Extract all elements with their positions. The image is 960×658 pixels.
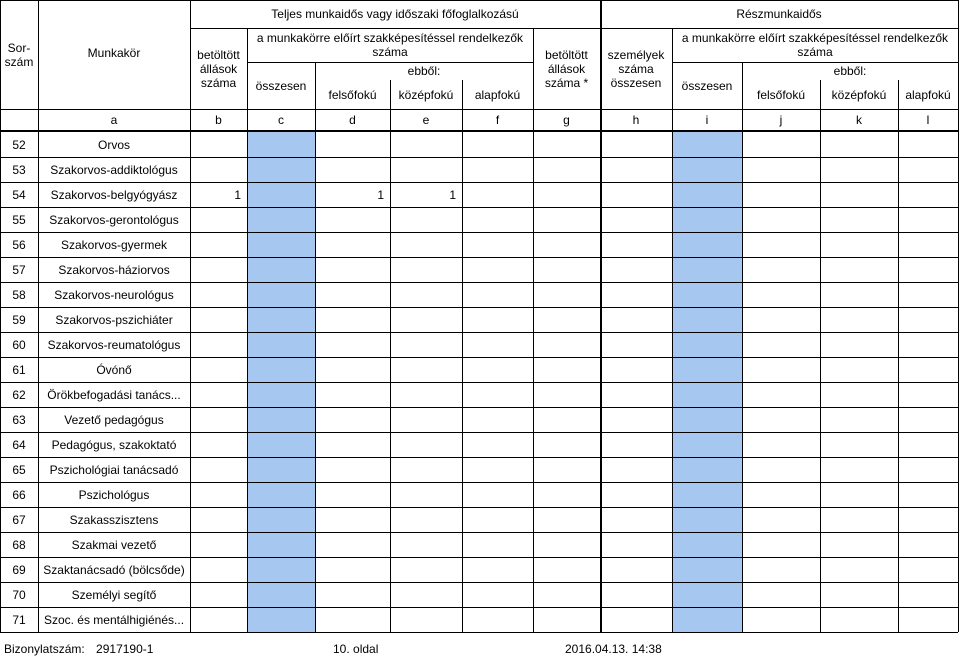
header-betoltott-star: betöltött állások száma *: [544, 47, 589, 90]
grid-v: [898, 80, 899, 632]
row-number: 66: [12, 487, 26, 502]
grid-v: [820, 80, 821, 632]
column-letter-j: j: [779, 112, 783, 127]
grid-row-line: [0, 382, 958, 383]
grid-row-line: [0, 232, 958, 233]
row-number: 65: [12, 462, 26, 477]
row-job-title: Pszichológiai tanácsadó: [49, 462, 179, 477]
grid-row-line: [0, 282, 958, 283]
row-number: 58: [12, 287, 26, 302]
grid-row-line: [0, 207, 958, 208]
grid-right: [958, 0, 959, 632]
row-number: 54: [12, 187, 26, 202]
header-osszesen: összesen: [255, 78, 307, 93]
row-job-title: Örökbefogadási tanács...: [47, 387, 181, 402]
header-ebbol-part: ebből:: [833, 64, 867, 78]
row-job-title: Szakorvos-neurológus: [54, 287, 174, 302]
header-szemelyek: személyek száma összesen: [607, 47, 665, 90]
row-job-title: Orvos: [97, 137, 130, 152]
row-job-title: Pszichológus: [78, 487, 150, 502]
grid-v: [742, 62, 743, 632]
document-id: [4, 642, 153, 656]
row-number: 59: [12, 312, 26, 327]
grid-group-bottom: [190, 28, 958, 29]
grid-v: [462, 80, 463, 632]
row-number: 68: [12, 537, 26, 552]
header-full-time: Teljes munkaidős vagy időszaki főfoglalkozású: [271, 7, 519, 21]
column-letter-k: k: [856, 112, 862, 127]
row-job-title: Szakorvos-háziorvos: [58, 262, 170, 277]
row-value-b: 1: [234, 187, 241, 202]
row-job-title: Szakorvos-addiktológus: [50, 162, 178, 177]
row-number: 60: [12, 337, 26, 352]
header-alapfoku: alapfokú: [474, 87, 521, 102]
grid-header-bottom: [0, 109, 958, 110]
grid-row-line: [0, 157, 958, 158]
grid-sub-1: [247, 62, 533, 63]
row-value-e: 1: [449, 187, 456, 202]
grid-v: [38, 0, 39, 632]
grid-row-line: [0, 457, 958, 458]
column-letter-l: l: [926, 112, 930, 127]
row-job-title: Szakasszisztens: [69, 512, 159, 527]
header-ebbol: ebből:: [407, 64, 441, 78]
row-job-title: Szaktanácsadó (bölcsőde): [43, 562, 185, 577]
grid-v-thick: [600, 0, 602, 632]
column-letter-g: g: [563, 112, 570, 127]
header-felsofoku-part: felsőfokú: [756, 87, 806, 102]
grid-v: [247, 28, 248, 632]
row-job-title: Személyi segítő: [71, 587, 157, 602]
row-number: 53: [12, 162, 26, 177]
grid-row-line: [0, 482, 958, 483]
grid-sub-2: [672, 62, 958, 63]
header-kozepfoku: középfokú: [398, 87, 454, 102]
grid-v: [672, 28, 673, 632]
header-osszesen-part: összesen: [681, 78, 733, 93]
row-number: 69: [12, 562, 26, 577]
row-number: 67: [12, 512, 26, 527]
grid-row-line: [0, 632, 958, 633]
row-number: 57: [12, 262, 26, 277]
row-job-title: Szakmai vezető: [71, 537, 157, 552]
grid-row-line: [0, 557, 958, 558]
grid-letter-bottom: [0, 130, 958, 132]
column-letter-c: c: [278, 112, 284, 127]
row-number: 63: [12, 412, 26, 427]
grid-row-line: [0, 257, 958, 258]
row-job-title: Szoc. és mentálhigiénés...: [43, 612, 185, 627]
page-number-value: 10: [333, 642, 347, 656]
column-letter-f: f: [495, 112, 500, 127]
header-felsofoku: felsőfokú: [328, 87, 377, 102]
grid-row-line: [0, 507, 958, 508]
grid-top: [0, 0, 958, 1]
grid-row-line: [0, 332, 958, 333]
timestamp: 2016.04.13. 14:38: [565, 642, 662, 656]
row-job-title: Óvónő: [96, 362, 132, 377]
grid-row-line: [0, 307, 958, 308]
grid-v: [390, 80, 391, 632]
column-letter-a: a: [110, 112, 118, 127]
grid-row-line: [0, 532, 958, 533]
column-letter-d: d: [349, 112, 356, 127]
page-number-suffix: . oldal: [346, 642, 379, 656]
header-sor-szam: Sor- szám: [4, 40, 34, 69]
header-kozepfoku-part: középfokú: [831, 87, 887, 102]
row-number: 64: [12, 437, 26, 452]
row-number: 55: [12, 212, 26, 227]
header-munkakor: Munkakör: [87, 46, 141, 60]
document-id-label: Bizonylatszám:: [4, 642, 85, 656]
grid-row-line: [0, 182, 958, 183]
grid-v: [315, 62, 316, 632]
grid-v: [190, 0, 191, 632]
header-alapfoku-part: alapfokú: [905, 87, 951, 102]
column-letter-e: e: [422, 112, 430, 127]
header-szakkepesites-part: a munkakörre előírt szakképesítéssel rendelkezők száma: [681, 31, 949, 59]
grid-v: [533, 28, 534, 632]
row-job-title: Pedagógus, szakoktató: [51, 437, 177, 452]
column-letter-h: h: [632, 112, 640, 127]
row-number: 71: [12, 612, 26, 627]
row-number: 52: [12, 137, 26, 152]
row-value-d: 1: [377, 187, 384, 202]
row-job-title: Szakorvos-gyermek: [60, 237, 168, 252]
row-number: 61: [12, 362, 26, 377]
grid-row-line: [0, 582, 958, 583]
header-szakkepesites: a munkakörre előírt szakképesítéssel rendelkezők száma: [256, 31, 524, 59]
header-betoltott: betöltött állások száma: [197, 47, 240, 90]
column-letter-b: b: [215, 112, 222, 127]
row-job-title: Szakorvos-reumatológus: [47, 337, 181, 352]
row-job-title: Szakorvos-belgyógyász: [50, 187, 178, 202]
grid-row-line: [0, 357, 958, 358]
row-number: 70: [12, 587, 26, 602]
column-letter-i: i: [705, 112, 709, 127]
grid-row-line: [0, 432, 958, 433]
grid-row-line: [0, 607, 958, 608]
page-number: [333, 642, 378, 656]
grid-left: [0, 0, 1, 632]
row-job-title: Vezető pedagógus: [64, 412, 164, 427]
row-job-title: Szakorvos-gerontológus: [49, 212, 179, 227]
row-number: 56: [12, 237, 26, 252]
document-id-value: 2917190-1: [96, 642, 154, 656]
header-part-time: Részmunkaidős: [736, 7, 822, 21]
grid-row-line: [0, 407, 958, 408]
row-number: 62: [12, 387, 26, 402]
row-job-title: Szakorvos-pszichiáter: [55, 312, 173, 327]
